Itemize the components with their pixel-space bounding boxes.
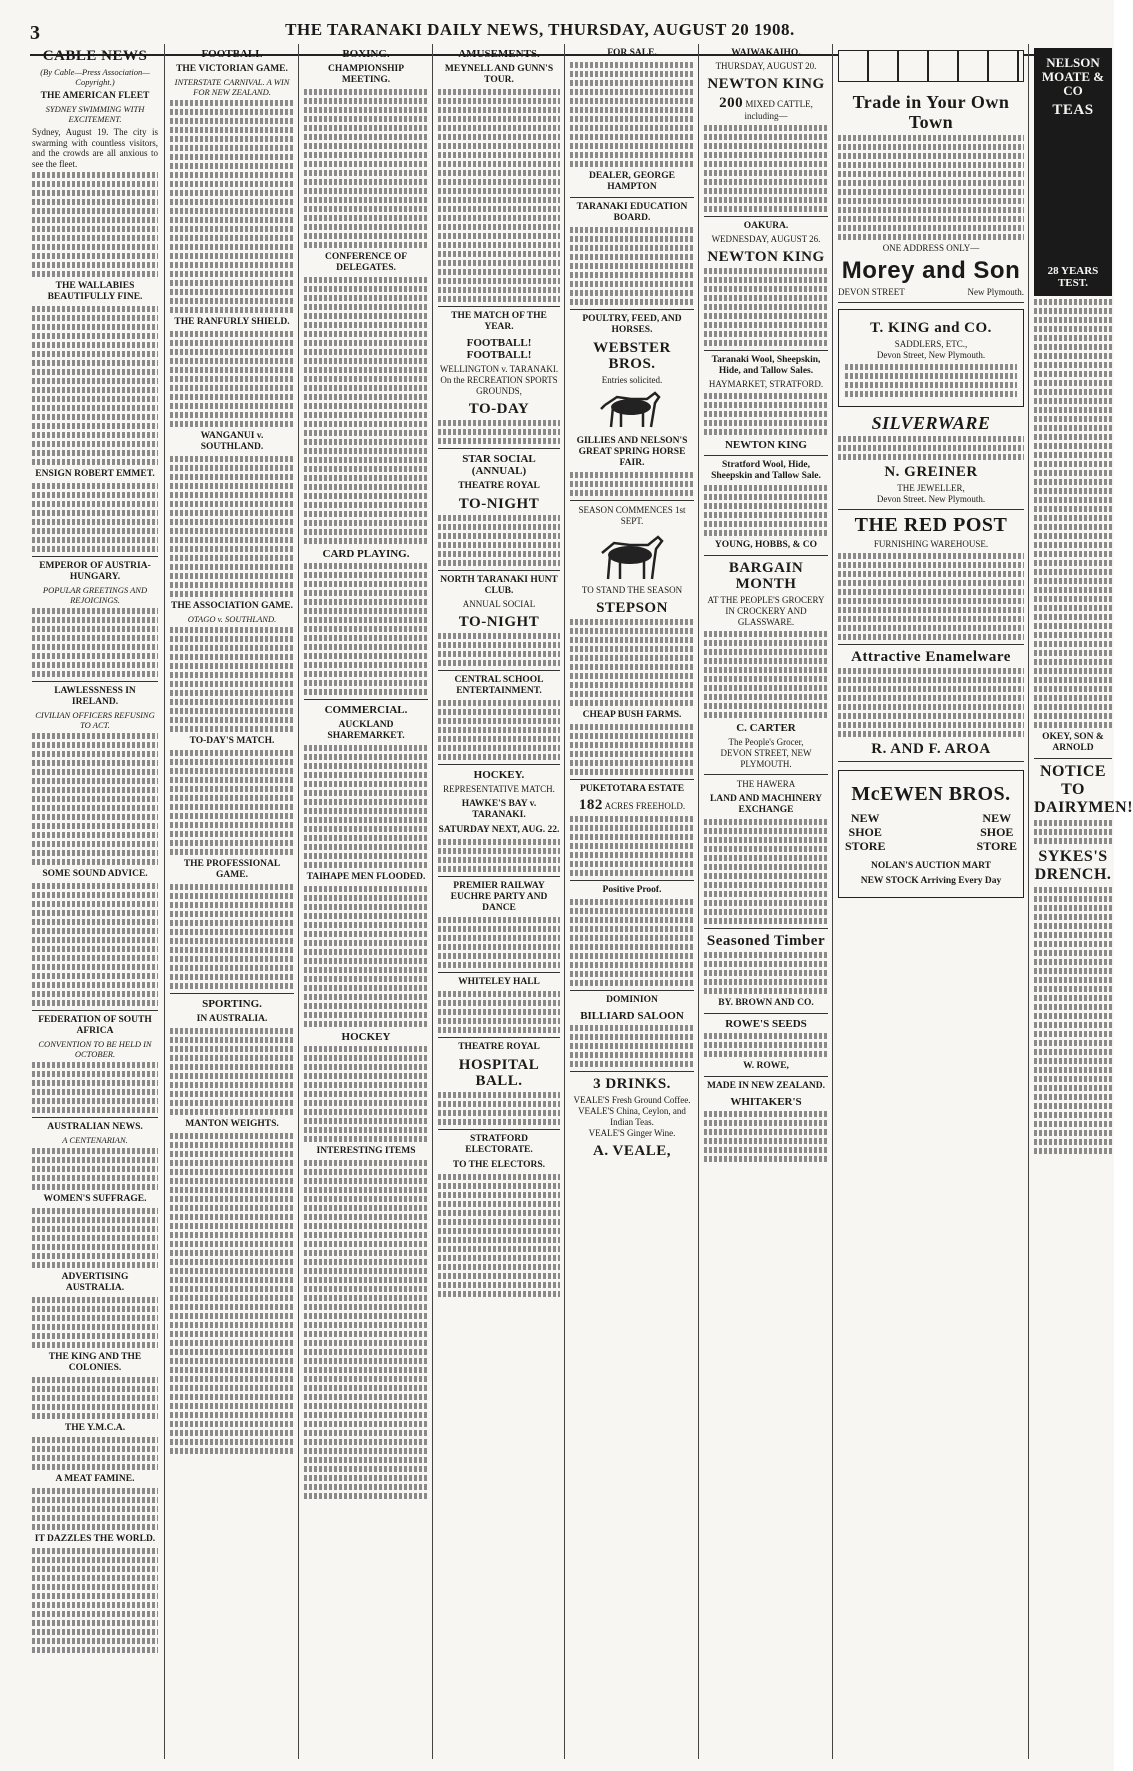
text-block bbox=[438, 633, 560, 666]
story-head: THE WALLABIES BEAUTIFULLY FINE. bbox=[47, 281, 143, 302]
divider bbox=[32, 1010, 158, 1011]
ad-title: WHITAKER'S bbox=[730, 1095, 802, 1108]
ad-head: NOLAN'S AUCTION MART bbox=[870, 860, 991, 871]
section-title: BOXING. bbox=[342, 48, 390, 60]
acres-count: 182 bbox=[578, 797, 603, 813]
ad-head: THE MATCH OF THE YEAR. bbox=[451, 311, 547, 332]
story-head: THE VICTORIAN GAME. bbox=[176, 64, 288, 74]
text-block bbox=[704, 268, 828, 346]
ad-text: DEVON STREET, NEW PLYMOUTH. bbox=[720, 747, 812, 769]
ad-head: WAIWAKAIHO. bbox=[731, 48, 801, 58]
ad-title: SILVERWARE bbox=[871, 412, 991, 433]
text-block bbox=[170, 456, 294, 597]
ad-title: TEAS bbox=[1052, 102, 1094, 118]
text-block bbox=[570, 724, 694, 775]
story-head: THE Y.M.C.A. bbox=[64, 1423, 126, 1433]
ad-head: THEATRE ROYAL bbox=[458, 481, 540, 491]
ad-head: PREMIER RAILWAY EUCHRE PARTY AND DANCE bbox=[450, 881, 548, 913]
story-subhead: SYDNEY SWIMMING WITH EXCITEMENT. bbox=[45, 104, 145, 124]
section-title: FOOTBALL bbox=[201, 48, 263, 60]
ad-title: BARGAIN MONTH bbox=[728, 559, 804, 592]
story-head: SOME SOUND ADVICE. bbox=[42, 869, 148, 879]
text-block bbox=[845, 364, 1017, 397]
text-block bbox=[1034, 820, 1112, 844]
text-block bbox=[304, 89, 428, 248]
section-title: CABLE NEWS bbox=[42, 48, 148, 64]
ad-title: Attractive Enamelware bbox=[851, 648, 1011, 665]
ad-head: NORTH TARANAKI HUNT CLUB. bbox=[440, 575, 558, 596]
divider bbox=[570, 990, 694, 991]
ad-title: N. GREINER bbox=[884, 463, 978, 480]
text-block bbox=[438, 1092, 560, 1125]
text-block bbox=[304, 563, 428, 695]
text-block bbox=[570, 899, 694, 986]
story-subhead: OTAGO v. SOUTHLAND. bbox=[187, 614, 277, 624]
ad-title: C. CARTER bbox=[736, 721, 796, 734]
text-block bbox=[704, 631, 828, 718]
tea-graphic bbox=[1036, 121, 1110, 261]
section-title: HOCKEY bbox=[341, 1031, 391, 1043]
ad-head: DOMINION bbox=[606, 995, 658, 1005]
divider bbox=[704, 1013, 828, 1014]
divider bbox=[704, 555, 828, 556]
ad-title: TO-NIGHT bbox=[458, 614, 540, 630]
text-block bbox=[170, 100, 294, 313]
text-block bbox=[304, 1046, 428, 1142]
story-head: WOMEN'S SUFFRAGE. bbox=[43, 1194, 147, 1204]
divider bbox=[438, 448, 560, 449]
ad-text: THE HAWERA bbox=[736, 778, 796, 789]
column-classifieds-a bbox=[570, 44, 694, 1754]
text-block bbox=[170, 331, 294, 427]
text-block bbox=[838, 436, 1024, 460]
nelson-moate-ad bbox=[1034, 48, 1112, 296]
story-head: EMPEROR OF AUSTRIA-HUNGARY. bbox=[39, 561, 151, 582]
ad-text: THE JEWELLER, bbox=[897, 482, 965, 493]
column-rule bbox=[164, 44, 165, 1759]
text-block bbox=[438, 700, 560, 760]
divider bbox=[570, 880, 694, 881]
ad-head: TO THE ELECTORS. bbox=[452, 1160, 546, 1170]
text-block bbox=[438, 89, 560, 302]
ad-head: STRATFORD ELECTORATE. bbox=[465, 1134, 533, 1155]
divider bbox=[438, 1129, 560, 1130]
ad-title: FOOTBALL! FOOTBALL! bbox=[466, 337, 532, 361]
ad-head: LAND AND MACHINERY EXCHANGE bbox=[709, 793, 823, 815]
column-amusements bbox=[438, 44, 560, 1754]
ad-text: On the RECREATION SPORTS GROUNDS, bbox=[440, 375, 558, 396]
divider bbox=[704, 774, 828, 775]
ad-title: BILLIARD SALOON bbox=[580, 1010, 684, 1022]
text-block bbox=[1034, 887, 1112, 1154]
story-head: MEYNELL AND GUNN'S TOUR. bbox=[444, 64, 554, 85]
text-block bbox=[438, 515, 560, 566]
text-block bbox=[170, 750, 294, 855]
text-block bbox=[438, 839, 560, 872]
column-cable-news bbox=[32, 44, 158, 1754]
text-block bbox=[438, 420, 560, 444]
story-subhead: A CENTENARIAN. bbox=[62, 1135, 128, 1145]
column-rule bbox=[1028, 44, 1029, 1759]
story-subhead: CONVENTION TO BE HELD IN OCTOBER. bbox=[38, 1039, 152, 1059]
text-block bbox=[838, 135, 1024, 240]
text-block bbox=[32, 1488, 158, 1530]
horse-illustration bbox=[570, 386, 694, 432]
ad-title: Morey and Son bbox=[841, 257, 1021, 284]
divider bbox=[704, 350, 828, 351]
text-block bbox=[170, 627, 294, 732]
divider bbox=[32, 556, 158, 557]
ad-title: NEWTON KING bbox=[724, 438, 807, 451]
divider bbox=[570, 309, 694, 310]
ad-title: HOCKEY. bbox=[473, 769, 525, 781]
text-block bbox=[32, 1377, 158, 1419]
text-block bbox=[704, 1033, 828, 1057]
store-label: STORE bbox=[976, 838, 1017, 853]
ad-text: SEASON COMMENCES 1st SEPT. bbox=[578, 505, 686, 526]
ad-head: FOR SALE. bbox=[607, 48, 657, 58]
ad-title: NOTICE TO DAIRYMEN! bbox=[1034, 763, 1133, 816]
store-label: STORE bbox=[845, 838, 886, 853]
story-subhead: CIVILIAN OFFICERS REFUSING TO ACT. bbox=[35, 710, 155, 730]
text-block bbox=[32, 1208, 158, 1268]
text-block bbox=[438, 991, 560, 1033]
story-head: IT DAZZLES THE WORLD. bbox=[34, 1534, 156, 1544]
divider bbox=[438, 1037, 560, 1038]
section-title: AMUSEMENTS. bbox=[458, 48, 540, 60]
ad-head: GILLIES AND NELSON'S GREAT SPRING HORSE FAIR. bbox=[576, 436, 688, 468]
story-head: TO-DAY'S MATCH. bbox=[189, 736, 275, 746]
story-head: THE ASSOCIATION GAME. bbox=[170, 601, 294, 611]
ad-title: McEWEN BROS. bbox=[851, 782, 1011, 805]
text-block bbox=[570, 1025, 694, 1067]
ad-text: WEDNESDAY, AUGUST 26. bbox=[711, 233, 821, 244]
story-head: TAIHAPE MEN FLOODED. bbox=[306, 872, 426, 882]
ad-head: SATURDAY NEXT, AUG. 22. bbox=[438, 825, 560, 835]
ad-text: TO STAND THE SEASON bbox=[581, 585, 683, 595]
ad-text: Devon Street. New Plymouth. bbox=[876, 493, 986, 504]
divider bbox=[704, 928, 828, 929]
divider bbox=[438, 876, 560, 877]
story-head: IN AUSTRALIA. bbox=[196, 1014, 268, 1024]
divider bbox=[32, 1117, 158, 1118]
divider bbox=[438, 306, 560, 307]
section-subtitle: (By Cable—Press Association—Copyright.) bbox=[40, 67, 150, 87]
story-subhead: POPULAR GREETINGS AND REJOICINGS. bbox=[42, 585, 148, 605]
ad-title: 3 DRINKS. bbox=[593, 1076, 671, 1092]
divider bbox=[838, 302, 1024, 303]
section-title: COMMERCIAL. bbox=[324, 704, 408, 716]
column-football bbox=[170, 44, 294, 1754]
divider bbox=[438, 670, 560, 671]
divider bbox=[704, 1076, 828, 1077]
ad-text: REPRESENTATIVE MATCH. bbox=[443, 784, 555, 794]
address-row bbox=[838, 287, 1024, 298]
story-head: THE AMERICAN FLEET bbox=[40, 91, 150, 101]
column-right-ads bbox=[1034, 44, 1133, 1754]
text-block bbox=[304, 277, 428, 544]
story-head: AUCKLAND SHAREMARKET. bbox=[327, 720, 405, 741]
new-label: NEW bbox=[982, 810, 1012, 825]
text-block bbox=[304, 1160, 428, 1499]
ad-head: NEW STOCK Arriving Every Day bbox=[860, 875, 1002, 886]
column-rule bbox=[298, 44, 299, 1759]
ad-text: AT THE PEOPLE'S GROCERY IN CROCKERY AND GLASSWARE. bbox=[707, 594, 825, 627]
ad-title: SYKES'S DRENCH. bbox=[1034, 848, 1112, 883]
column-display-ads bbox=[838, 44, 1024, 1754]
text-block bbox=[570, 62, 694, 167]
section-title: SPORTING. bbox=[202, 998, 262, 1010]
town-label: New Plymouth. bbox=[967, 287, 1024, 297]
ad-head: CHEAP BUSH FARMS. bbox=[582, 710, 682, 720]
text-block bbox=[1034, 299, 1112, 728]
ad-head: OKEY, SON & ARNOLD bbox=[1042, 732, 1104, 753]
ad-title: NELSON MOATE & CO bbox=[1041, 55, 1105, 98]
ad-text: Devon Street, New Plymouth. bbox=[876, 349, 986, 360]
text-block bbox=[838, 553, 1024, 640]
divider bbox=[438, 764, 560, 765]
divider bbox=[170, 993, 294, 994]
ad-title: Seasoned Timber bbox=[706, 932, 826, 949]
text-block bbox=[32, 883, 158, 1006]
text-block bbox=[32, 1062, 158, 1113]
ad-text: SADDLERS, ETC., bbox=[894, 338, 968, 349]
text-block bbox=[32, 483, 158, 552]
text-block bbox=[704, 1111, 828, 1162]
divider bbox=[32, 681, 158, 682]
story-head: WANGANUI v. SOUTHLAND. bbox=[200, 431, 264, 452]
story-head: CARD PLAYING. bbox=[322, 548, 410, 560]
drink-item: VEALE'S Ginger Wine. bbox=[588, 1128, 676, 1138]
divider bbox=[570, 500, 694, 501]
ad-head: CENTRAL SCHOOL ENTERTAINMENT. bbox=[454, 675, 544, 696]
story-head: ADVERTISING AUSTRALIA. bbox=[61, 1272, 129, 1293]
divider bbox=[704, 216, 828, 217]
ad-text: The People's Grocer, bbox=[728, 736, 804, 747]
story-head: THE KING AND THE COLONIES. bbox=[48, 1352, 142, 1373]
text-block bbox=[304, 886, 428, 1027]
divider bbox=[838, 761, 1024, 762]
page-number: 3 bbox=[30, 22, 40, 44]
text-block bbox=[32, 608, 158, 677]
divider bbox=[838, 644, 1024, 645]
cattle-count: 200 bbox=[719, 95, 744, 111]
ad-title: WEBSTER BROS. bbox=[593, 340, 671, 372]
street-label: DEVON STREET bbox=[838, 287, 905, 297]
column-classifieds-b bbox=[704, 44, 828, 1754]
shoe-label: SHOE bbox=[848, 824, 882, 839]
ad-text: ANNUAL SOCIAL bbox=[462, 599, 536, 609]
text-block bbox=[704, 393, 828, 435]
ad-text: Entries solicited. bbox=[601, 375, 663, 385]
ad-text: WELLINGTON v. TARANAKI. bbox=[439, 364, 559, 374]
ad-head: PUKETOTARA ESTATE bbox=[579, 784, 685, 794]
ad-text: HAYMARKET, STRATFORD. bbox=[708, 378, 824, 389]
ad-title: NEWTON KING bbox=[707, 76, 825, 92]
drink-item: VEALE'S Fresh Ground Coffee. bbox=[573, 1095, 691, 1105]
column-rule bbox=[698, 44, 699, 1759]
ad-head: Stratford Wool, Hide, Sheepskin and Tallow Sale. bbox=[711, 459, 821, 481]
divider bbox=[570, 197, 694, 198]
text-block bbox=[438, 917, 560, 968]
ad-title: STEPSON bbox=[596, 600, 668, 616]
divider bbox=[570, 779, 694, 780]
ad-title: TO-NIGHT bbox=[458, 496, 540, 512]
divider bbox=[570, 1071, 694, 1072]
story-head: FEDERATION OF SOUTH AFRICA bbox=[38, 1015, 152, 1036]
ad-title: Trade in Your Own Town bbox=[852, 92, 1010, 132]
ad-title: R. AND F. AROA bbox=[871, 740, 991, 757]
mcewen-ad bbox=[838, 770, 1024, 898]
text-block bbox=[704, 485, 828, 536]
story-head: AUSTRALIAN NEWS. bbox=[47, 1122, 143, 1132]
text-block bbox=[838, 668, 1024, 737]
stallion-illustration bbox=[570, 527, 694, 585]
ad-title: A. VEALE, bbox=[593, 1143, 671, 1159]
ad-title: NEWTON KING bbox=[707, 248, 825, 265]
ad-head: W. ROWE, bbox=[743, 1060, 789, 1071]
column-boxing bbox=[304, 44, 428, 1754]
drink-item: VEALE'S China, Ceylon, and Indian Teas. bbox=[578, 1106, 686, 1127]
story-head: THE PROFESSIONAL GAME. bbox=[183, 859, 281, 880]
divider bbox=[438, 972, 560, 973]
ad-head: YOUNG, HOBBS, & CO bbox=[714, 539, 818, 550]
story-head: MANTON WEIGHTS. bbox=[185, 1119, 279, 1129]
column-rule bbox=[432, 44, 433, 1759]
text-block bbox=[32, 172, 158, 277]
rooftop-illustration bbox=[838, 50, 1024, 82]
ad-title: T. KING and CO. bbox=[870, 319, 992, 336]
ad-title: THE RED POST bbox=[854, 513, 1008, 536]
story-head: ENSIGN ROBERT EMMET. bbox=[35, 469, 155, 479]
shoe-store-row bbox=[845, 811, 1017, 853]
story-text: Sydney, August 19. The city is swarming with countless visitors, and the crowds are all anxious to see the fleet. bbox=[32, 127, 158, 169]
cattle-desc: MIXED CATTLE, including— bbox=[744, 99, 813, 121]
shoe-label: SHOE bbox=[980, 824, 1014, 839]
ad-head: POULTRY, FEED, AND HORSES. bbox=[582, 314, 682, 335]
text-block bbox=[570, 619, 694, 706]
ad-text: FURNISHING WAREHOUSE. bbox=[873, 538, 989, 549]
divider bbox=[438, 570, 560, 571]
ad-title: HOSPITAL BALL. bbox=[458, 1057, 540, 1089]
ad-head: MADE IN NEW ZEALAND. bbox=[706, 1080, 826, 1091]
text-block bbox=[570, 227, 694, 305]
story-head: A MEAT FAMINE. bbox=[55, 1474, 135, 1484]
text-block bbox=[32, 306, 158, 465]
ad-text: THURSDAY, AUGUST 20. bbox=[715, 61, 817, 71]
text-block bbox=[570, 472, 694, 496]
tking-ad bbox=[838, 309, 1024, 407]
text-block bbox=[704, 952, 828, 994]
ad-head: Taranaki Wool, Sheepskin, Hide, and Tallow Sales. bbox=[711, 354, 821, 376]
text-block bbox=[170, 1133, 294, 1454]
ad-head: HAWKE'S BAY v. TARANAKI. bbox=[461, 799, 537, 820]
story-head: CHAMPIONSHIP MEETING. bbox=[328, 64, 404, 85]
ad-head: TARANAKI EDUCATION BOARD. bbox=[576, 202, 688, 223]
ad-title: ROWE'S SEEDS bbox=[725, 1017, 807, 1030]
text-block bbox=[304, 745, 428, 868]
ad-title: TO-DAY bbox=[468, 401, 530, 417]
text-block bbox=[170, 884, 294, 989]
ad-head: OAKURA. bbox=[743, 220, 789, 231]
text-block bbox=[32, 733, 158, 865]
text-block bbox=[32, 1297, 158, 1348]
text-block bbox=[570, 816, 694, 876]
story-head: CONFERENCE OF DELEGATES. bbox=[324, 252, 408, 273]
story-head: LAWLESSNESS IN IRELAND. bbox=[54, 686, 136, 707]
ad-head: Positive Proof. bbox=[602, 885, 662, 895]
new-label: NEW bbox=[850, 810, 880, 825]
text-block bbox=[32, 1437, 158, 1470]
text-block bbox=[438, 1174, 560, 1297]
acres-label: ACRES FREEHOLD. bbox=[604, 801, 686, 811]
ad-head: DEALER, GEORGE HAMPTON bbox=[588, 171, 676, 192]
divider bbox=[1034, 758, 1112, 759]
ad-text: ONE ADDRESS ONLY— bbox=[882, 243, 980, 253]
text-block bbox=[32, 1148, 158, 1190]
divider bbox=[304, 699, 428, 700]
text-block bbox=[170, 1028, 294, 1115]
column-rule bbox=[832, 44, 833, 1759]
ad-title: 28 YEARS TEST. bbox=[1047, 265, 1099, 289]
ad-head: THEATRE ROYAL bbox=[458, 1042, 540, 1052]
text-block bbox=[704, 125, 828, 212]
story-head: THE RANFURLY SHIELD. bbox=[174, 317, 290, 327]
column-rule bbox=[564, 44, 565, 1759]
story-head: INTERESTING ITEMS bbox=[316, 1146, 416, 1156]
masthead-title: THE TARANAKI DAILY NEWS, THURSDAY, AUGUST 20 1908. bbox=[285, 20, 795, 39]
text-block bbox=[32, 1548, 158, 1653]
text-block bbox=[704, 819, 828, 924]
ad-head: BY. BROWN AND CO. bbox=[718, 997, 814, 1008]
story-subhead: INTERSTATE CARNIVAL. A WIN FOR NEW ZEALAND. bbox=[174, 77, 290, 97]
ad-title: STAR SOCIAL (ANNUAL) bbox=[462, 453, 536, 477]
divider bbox=[704, 455, 828, 456]
divider bbox=[838, 509, 1024, 510]
ad-head: WHITELEY HALL bbox=[458, 977, 540, 987]
